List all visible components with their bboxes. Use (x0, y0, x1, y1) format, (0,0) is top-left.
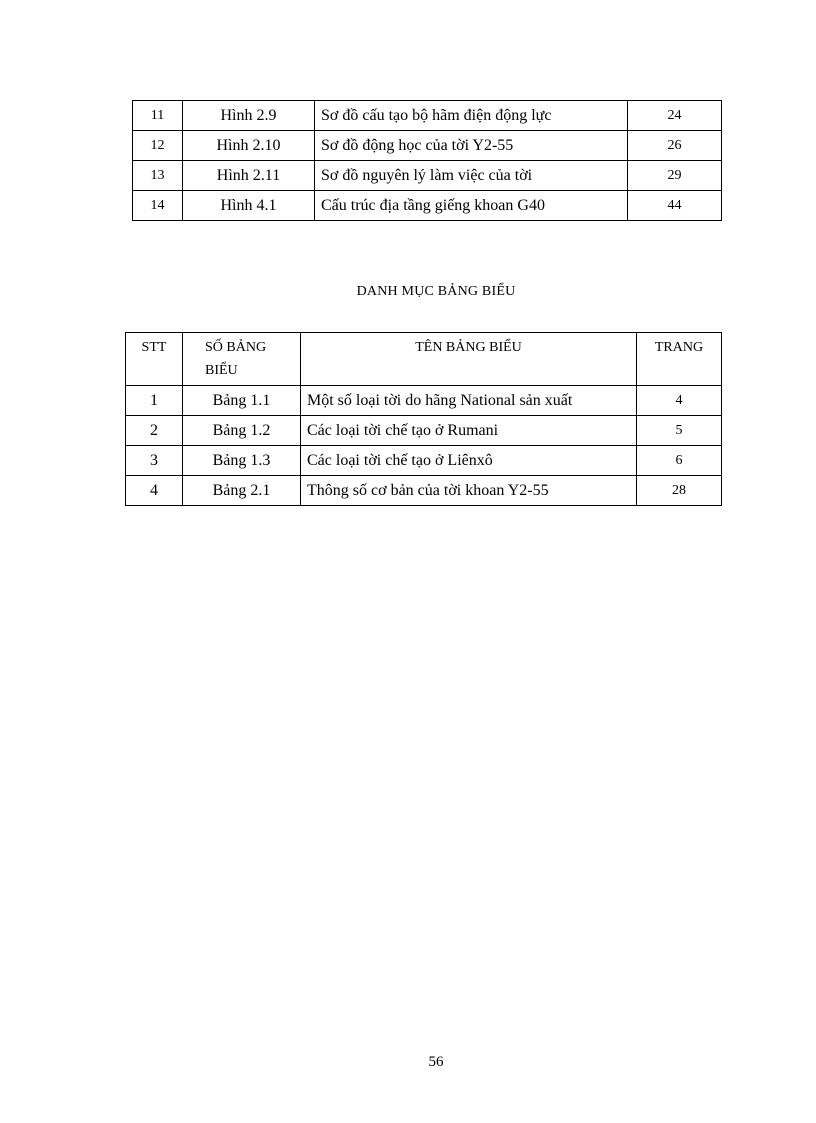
page-reference: 29 (628, 161, 722, 191)
table-row (126, 476, 722, 506)
figure-title: Sơ đồ cấu tạo bộ hãm điện động lực (315, 101, 628, 131)
page-reference: 28 (637, 476, 722, 506)
figure-number: Hình 2.9 (183, 101, 315, 131)
table-title: Một số loại tời do hãng National sản xuất (301, 386, 637, 416)
figures-list-table (132, 100, 722, 221)
table-title: Các loại tời chế tạo ở Rumani (301, 416, 637, 446)
row-index: 3 (126, 446, 183, 476)
tables-list-table (125, 332, 722, 506)
table-row (133, 161, 722, 191)
table-title: Thông số cơ bản của tời khoan Y2-55 (301, 476, 637, 506)
row-index: 12 (133, 131, 183, 161)
row-index: 1 (126, 386, 183, 416)
figure-title: Sơ đồ động học của tời Y2-55 (315, 131, 628, 161)
row-index: 4 (126, 476, 183, 506)
column-header-stt: STT (126, 333, 183, 386)
row-index: 2 (126, 416, 183, 446)
figure-title: Cấu trúc địa tầng giếng khoan G40 (315, 191, 628, 221)
table-row (126, 446, 722, 476)
table-row (133, 131, 722, 161)
page-number: 56 (428, 1054, 444, 1070)
page-reference: 5 (637, 416, 722, 446)
section-title: DANH MỤC BẢNG BIỂU (356, 284, 516, 299)
table-row (133, 191, 722, 221)
row-index: 11 (133, 101, 183, 131)
table-row (126, 416, 722, 446)
table-number: Bảng 2.1 (183, 476, 301, 506)
table-title: Các loại tời chế tạo ở Liênxô (301, 446, 637, 476)
figure-number: Hình 2.11 (183, 161, 315, 191)
table-row (133, 101, 722, 131)
row-index: 13 (133, 161, 183, 191)
figure-number: Hình 2.10 (183, 131, 315, 161)
figure-title: Sơ đồ nguyên lý làm việc của tời (315, 161, 628, 191)
page-reference: 6 (637, 446, 722, 476)
table-number: Bảng 1.2 (183, 416, 301, 446)
row-index: 14 (133, 191, 183, 221)
table-number: Bảng 1.1 (183, 386, 301, 416)
table-number: Bảng 1.3 (183, 446, 301, 476)
figure-number: Hình 4.1 (183, 191, 315, 221)
table-header-row (126, 333, 722, 386)
column-header-number: SỐ BẢNG BIỂU (183, 333, 301, 386)
page-reference: 4 (637, 386, 722, 416)
page-reference: 26 (628, 131, 722, 161)
column-header-page: TRANG (637, 333, 722, 386)
column-header-name: TÊN BẢNG BIỂU (301, 333, 637, 386)
page-reference: 44 (628, 191, 722, 221)
table-row (126, 386, 722, 416)
page-reference: 24 (628, 101, 722, 131)
